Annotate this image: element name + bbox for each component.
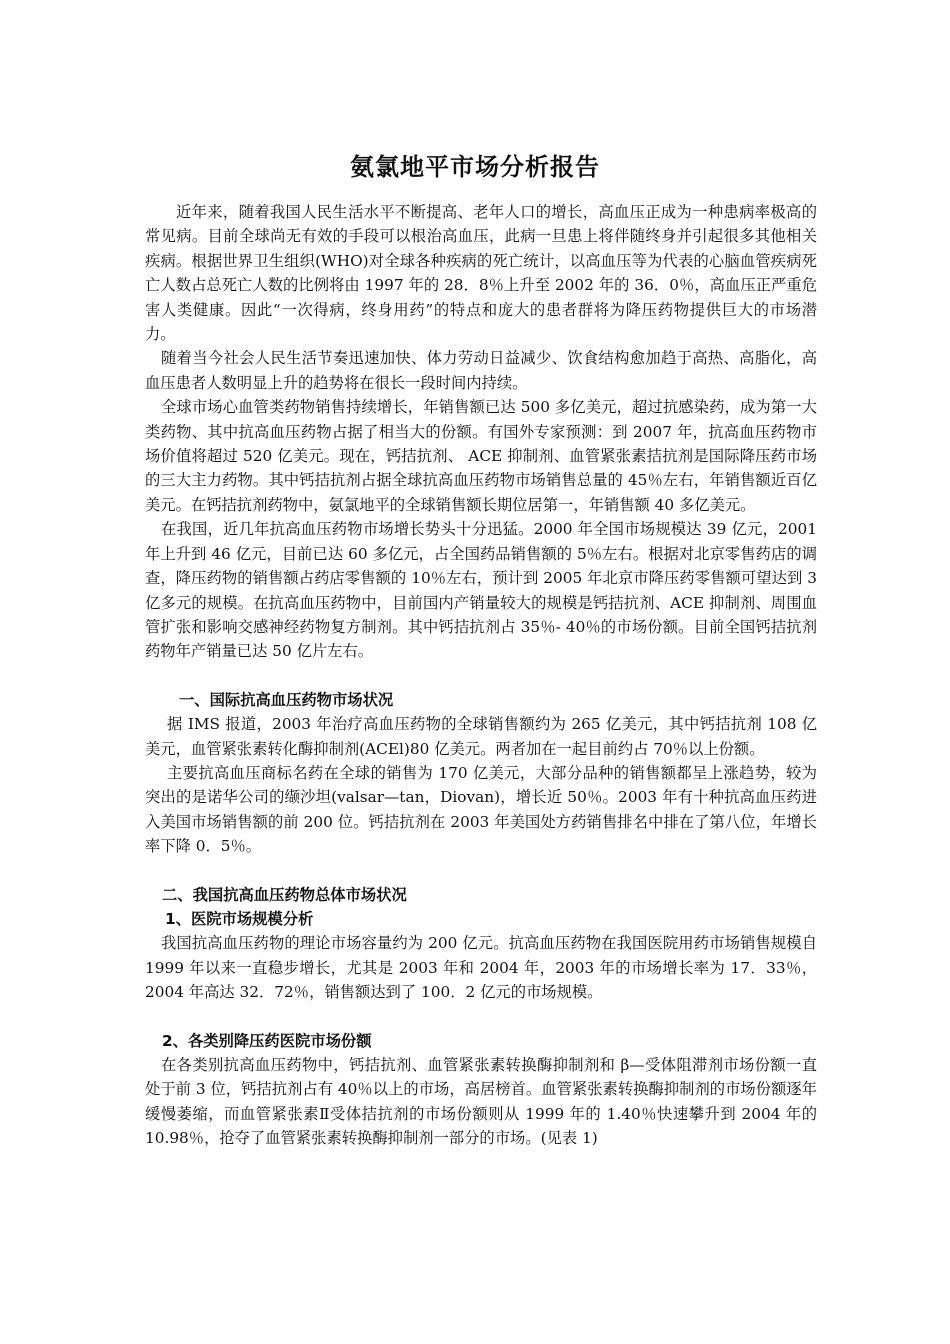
document-body: [145, 200, 817, 1151]
subsection-1-paragraph: 我国抗高血压药物的理论市场容量约为 200 亿元。抗高血压药物在我国医院用药市场销售规模自 1999 年以来一直稳步增长，尤其是 2003 年和 2004 年，2003 年的市场增长率为 17．33％，2004 年高达 32．72％，销售额达到了 100．2 亿元的市场规模。: [145, 934, 817, 1002]
spacer: [145, 664, 817, 688]
document-title: 氨氯地平市场分析报告: [350, 153, 600, 182]
intro-paragraph-1: 近年来，随着我国人民生活水平不断提高、老年人口的增长，高血压正成为一种患病率极高的常见病。目前全球尚无有效的手段可以根治高血压，此病一旦患上将伴随终身并引起很多其他相关疾病。根据世界卫生组织(WHO)对全球各种疾病的死亡统计，以高血压等为代表的心脑血管疾病死亡人数占总死亡人数的比例将由 1997 年的 28．8％上升至 2002 年的 36．0％，高血压正严重危害人类健康。因此“一次得病，终身用药”的特点和庞大的患者群将为降压药物提供巨大的市场潜力。: [145, 203, 817, 344]
section-1-paragraph-2: 主要抗高血压商标名药在全球的销售为 170 亿美元，大部分品种的销售额都呈上涨趋势，较为突出的是诺华公司的缬沙坦(valsar—tan，Diovan)，增长近 50％。2003 年有十种抗高血压药进入美国市场销售额的前 200 位。钙拮抗剂在 2003 年美国处方药销售排名中排在了第八位，年增长率下降 0．5％。: [145, 763, 817, 856]
section-1-paragraph-1: 据 IMS 报道，2003 年治疗高血压药物的全球销售额约为 265 亿美元，其中钙拮抗剂 108 亿美元，血管紧张素转化酶抑制剂(ACEl)80 亿美元。两者加在一起目前约占 70％以上份额。: [145, 715, 817, 758]
subsection-2-paragraph: 在各类别抗高血压药物中，钙拮抗剂、血管紧张素转换酶抑制剂和 β—受体阻滞剂市场份额一直处于前 3 位，钙拮抗剂占有 40％以上的市场，高居榜首。血管紧张素转换酶抑制剂的市场份额逐年缓慢萎缩，而血管紧张素Ⅱ受体拮抗剂的市场份额则从 1999 年的 1.40％快速攀升到 2004 年的 10.98％，抢夺了血管紧张素转换酶抑制剂一部分的市场。(见表 1): [145, 1056, 817, 1148]
section-1-heading: 一、国际抗高血压药物市场状况: [179, 690, 394, 709]
intro-paragraph-4: 在我国，近几年抗高血压药物市场增长势头十分迅猛。2000 年全国市场规模达 39 亿元，2001 年上升到 46 亿元，目前已达 60 多亿元，占全国药品销售额的 5％左右。根据对北京零售药店的调查，降压药物的销售额占药店零售额的 10％左右，预计到 2005 年北京市降压药零售额可望达到 3 亿多元的规模。在抗高血压药物中，目前国内产销量较大的规模是钙拮抗剂、ACE 抑制剂、周围血管扩张和影响交感神经药物复方制剂。其中钙拮抗剂占 35％- 40％的市场份额。目前全国钙拮抗剂药物年产销量已达 50 亿片左右。: [145, 520, 817, 661]
section-2-heading: 二、我国抗高血压药物总体市场状况: [162, 885, 407, 904]
subsection-2-heading: 2、各类别降压药医院市场份额: [162, 1031, 372, 1050]
spacer: [145, 1005, 817, 1029]
intro-paragraph-3: 全球市场心血管类药物销售持续增长，年销售额已达 500 多亿美元，超过抗感染药，成为第一大类药物、其中抗高血压药物占据了相当大的份额。有国外专家预测：到 2007 年，抗高血压药物市场价值将超过 520 亿美元。现在，钙拮抗剂、 ACE 抑制剂、血管紧张素拮抗剂是国际降压药市场的三大主力药物。其中钙拮抗剂占据全球抗高血压药物市场销售总量的 45％左右，年销售额近百亿美元。在钙拮抗剂药物中，氨氯地平的全球销售额长期位居第一，年销售额 40 多亿美元。: [145, 398, 817, 514]
intro-paragraph-2: 随着当今社会人民生活节奏迅速加快、体力劳动日益减少、饮食结构愈加趋于高热、高脂化，高血压患者人数明显上升的趋势将在很长一段时间内持续。: [145, 349, 817, 392]
spacer: [145, 859, 817, 883]
subsection-1-heading: 1、医院市场规模分析: [165, 909, 314, 928]
